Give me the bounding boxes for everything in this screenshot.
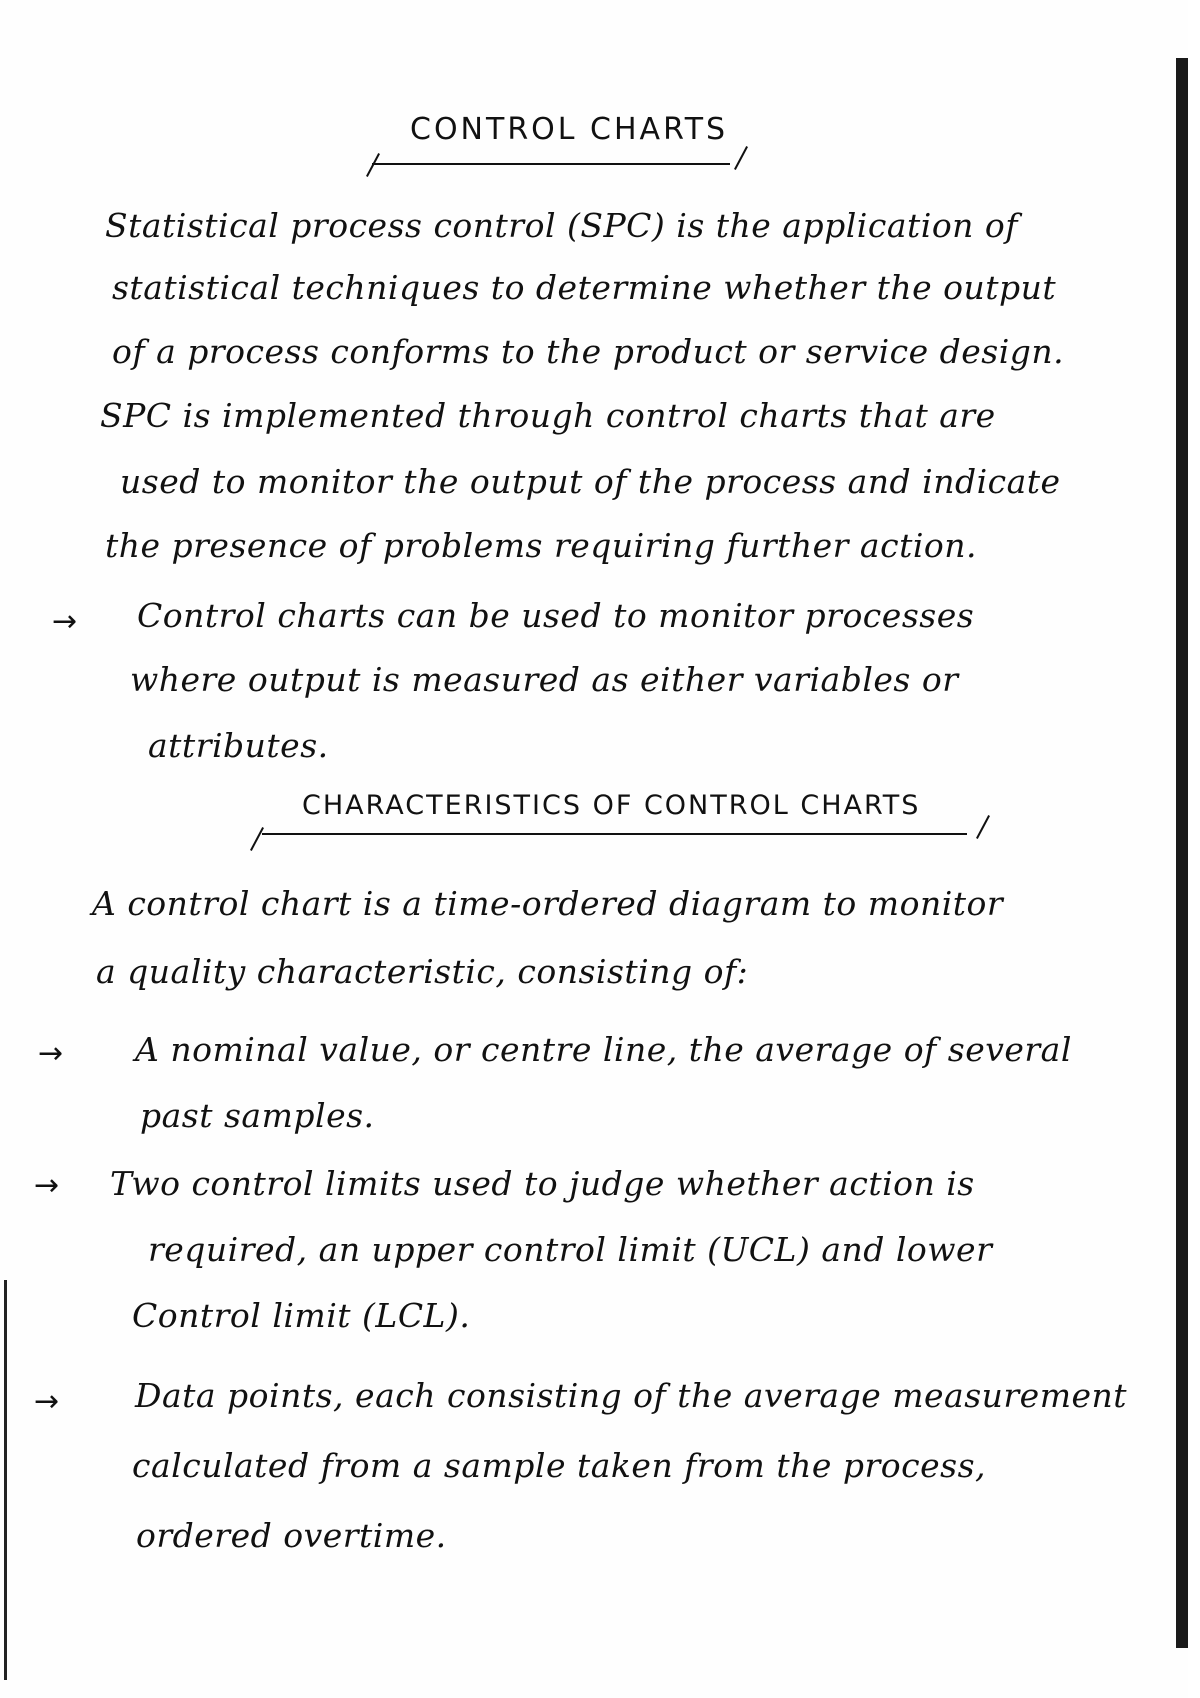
bullet-arrow-icon: → [52,604,78,639]
bullet4-line-2: calculated from a sample taken from the process, [132,1446,986,1485]
title-underline-left-tick [366,153,380,177]
bullet4-line-1: Data points, each consisting of the average measurement [135,1376,1128,1415]
section-heading-text: CHARACTERISTICS OF CONTROL CHARTS [302,790,921,821]
paragraph1-line-1: Statistical process control (SPC) is the application of [105,206,1019,245]
bullet1-line-3: attributes. [148,726,329,765]
bullet3-line-3: Control limit (LCL). [132,1296,471,1335]
bullet1-line-2: where output is measured as either variables or [130,660,959,699]
bullet2-line-1: A nominal value, or centre line, the average of several [135,1030,1072,1069]
page-left-edge-mark [4,1280,7,1680]
title-underline-right-tick [734,146,748,170]
section-underline-left-tick [250,827,264,851]
bullet-arrow-icon: → [38,1036,64,1071]
paragraph2-line-2: a quality characteristic, consisting of: [96,952,749,991]
page-title-text: CONTROL CHARTS [410,112,729,147]
section-heading [302,790,920,821]
bullet1-line-1: Control charts can be used to monitor processes [137,596,975,635]
bullet2-line-2: past samples. [140,1096,375,1135]
page-title [410,112,728,147]
paragraph1-line-3: of a process conforms to the product or service design. [112,332,1065,371]
paragraph2-line-1: A control chart is a time-ordered diagram to monitor [92,884,1004,923]
paragraph1-line-6: the presence of problems requiring further action. [105,526,978,565]
bullet-arrow-icon: → [34,1168,60,1203]
paragraph1-line-4: SPC is implemented through control charts that are [100,396,996,435]
page-edge-shadow [1176,58,1188,1648]
bullet-arrow-icon: → [34,1384,60,1419]
bullet3-line-2: required, an upper control limit (UCL) and lower [148,1230,993,1269]
bullet3-line-1: Two control limits used to judge whether action is [110,1164,975,1203]
paragraph1-line-5: used to monitor the output of the process and indicate [120,462,1061,501]
paragraph1-line-2: statistical techniques to determine whether the output [112,268,1057,307]
bullet4-line-3: ordered overtime. [136,1516,447,1555]
section-heading-underline [262,833,967,835]
title-underline [372,163,730,165]
section-underline-right-tick [976,815,990,839]
